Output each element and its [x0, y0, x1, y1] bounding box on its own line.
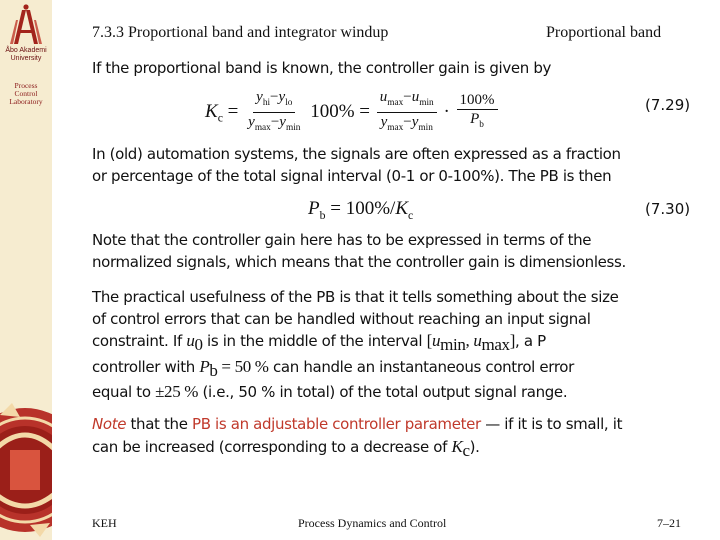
p4-u: u — [186, 331, 195, 350]
eq1-n2: y — [278, 89, 286, 105]
p5-end: ). — [469, 437, 480, 456]
eq1-lhs-sub: c — [217, 111, 223, 125]
paragraph-5-line-2 — [92, 436, 702, 462]
eq1-n5: 100% — [457, 91, 498, 110]
eq1-lhs: K — [205, 100, 218, 122]
eq1-d2: y — [279, 114, 286, 130]
p5-k-sub: c — [462, 440, 470, 460]
p4-pm: ±25 % — [155, 382, 199, 401]
section-title: 7.3.3 Proportional band and integrator windup — [92, 24, 389, 41]
eq1-n2-sub: lo — [285, 98, 293, 108]
p4-pb: P — [199, 356, 210, 376]
p5-b: — if it is to small, it — [480, 415, 623, 433]
p4-line5b: (i.e., 50 % in total) of the total output signal range. — [198, 383, 568, 401]
eq1-d3-sub: max — [387, 123, 404, 133]
p4-umin-sub: min — [440, 335, 466, 354]
p4-comma: , — [465, 331, 474, 350]
equation-7-30 — [308, 198, 413, 223]
lab-name-line3: Laboratory — [9, 97, 43, 106]
paragraph-4-line-4 — [92, 356, 702, 382]
paragraph-3 — [92, 230, 702, 273]
eq2-lhs-sub: b — [319, 208, 326, 222]
paragraph-2 — [92, 144, 702, 187]
eq1-n1-sub: hi — [262, 98, 271, 108]
paragraph-2-line-1: In (old) automation systems, the signals are often expressed as a fraction — [92, 145, 621, 163]
sidebar — [0, 0, 52, 540]
paragraph-5-line-1 — [92, 414, 702, 436]
paragraph-3-line-1: Note that the controller gain here has to be expressed in terms of the — [92, 231, 592, 249]
eq1-mid: 100% — [310, 100, 355, 122]
paragraph-4-line-1: The practical usefulness of the PB is that it tells something about the size — [92, 288, 619, 306]
lab-name-line1: Process — [14, 81, 38, 90]
p5-pb-highlight: PB is an adjustable controller parameter — [192, 415, 481, 433]
p4-line5a: equal to — [92, 383, 156, 401]
p4-int-close: ] — [509, 331, 515, 350]
eq1-d1-sub: max — [254, 123, 271, 133]
p4-umax: u — [473, 331, 482, 350]
university-name-line2: University — [10, 55, 42, 62]
p4-line4a: controller with — [92, 357, 200, 376]
paragraph-2-line-2: or percentage of the total signal interval (0-1 or 0-100%). The PB is then — [92, 166, 612, 185]
lab-name-line2: Control — [14, 89, 38, 98]
eq1-d4: y — [411, 114, 419, 130]
paragraph-4-line-3 — [92, 330, 702, 356]
p5-k: K — [451, 436, 463, 456]
eq1-n3-sub: max — [387, 98, 404, 108]
university-name-line1: Åbo Akademi — [5, 47, 47, 54]
footer-author: KEH — [92, 516, 117, 530]
eq1-d1: y — [248, 114, 255, 130]
eq1-fraction-3 — [457, 91, 498, 134]
topic-title: Proportional band — [546, 24, 662, 41]
eq1-n3: u — [379, 89, 388, 105]
eq1-fraction-1: $\frac{y_{hi}-y_{lo}}{y_{max}-y_{min}}$ — [248, 89, 301, 133]
p5-line2a: can be increased (corresponding to a decrease of — [92, 437, 452, 456]
eq1-d5-sub: b — [479, 120, 484, 130]
p4-int-open: [ — [426, 331, 432, 350]
p4-u-sub: 0 — [194, 335, 203, 354]
eq2-k: K — [395, 198, 409, 219]
p5-note: Note — [92, 415, 127, 433]
eq1-d4-sub: min — [418, 123, 433, 133]
footer-page-number: 7–21 — [657, 516, 681, 530]
eq1-n4: u — [411, 89, 420, 105]
p4-line3c: , a P — [515, 332, 546, 350]
footer-course: Process Dynamics and Control — [298, 516, 447, 530]
p4-line3b: is in the middle of the interval — [202, 332, 427, 350]
paragraph-1: If the proportional band is known, the controller gain is given by — [92, 59, 552, 77]
eq2-rhs: = 100%/ — [325, 198, 396, 219]
eq1-d3: y — [380, 114, 388, 130]
p4-line4b: can handle an instantaneous control error — [268, 357, 574, 376]
p5-a: that the — [126, 415, 192, 433]
eq1-fraction-2: $\frac{u_{max}-u_{min}}{y_{max}-y_{min}}$ — [377, 88, 437, 137]
p4-line3a: constraint. If — [92, 332, 187, 350]
eq1-d5: P — [470, 111, 480, 127]
equation-7-29: $K_c$ = $\frac{y_{hi}-y_{lo}}{y_{max}-y_{min}}$ 100% = $\frac{u_{max}-u_{min}}{y_{max}-y_{min}}$ · $\frac{100\%}{P_b}$ — [205, 88, 500, 137]
p4-umax-sub: max — [481, 335, 510, 354]
eq2-lhs: P — [308, 198, 320, 219]
eq1-n1: y — [256, 89, 263, 105]
paragraph-4-line-5 — [92, 381, 702, 404]
eq1-n4-sub: min — [419, 98, 434, 108]
p4-pb-sub: b — [209, 360, 218, 380]
equation-number-7-29: (7.29) — [645, 96, 691, 114]
eq2-k-sub: c — [408, 208, 414, 222]
paragraph-3-line-2: normalized signals, which means that the controller gain is dimensionless. — [92, 252, 626, 271]
p4-umin: u — [431, 331, 441, 350]
eq1-d2-sub: min — [285, 123, 301, 133]
paragraph-4 — [92, 287, 702, 404]
eq1-dot: · — [443, 100, 450, 122]
university-logo-icon — [8, 4, 44, 46]
paragraph-5 — [92, 414, 702, 461]
p4-pbval: = 50 % — [217, 356, 269, 376]
equation-number-7-30: (7.30) — [645, 200, 691, 218]
university-seal-icon — [0, 395, 52, 540]
paragraph-4-line-2: of control errors that can be handled without reaching an input signal — [92, 309, 591, 328]
